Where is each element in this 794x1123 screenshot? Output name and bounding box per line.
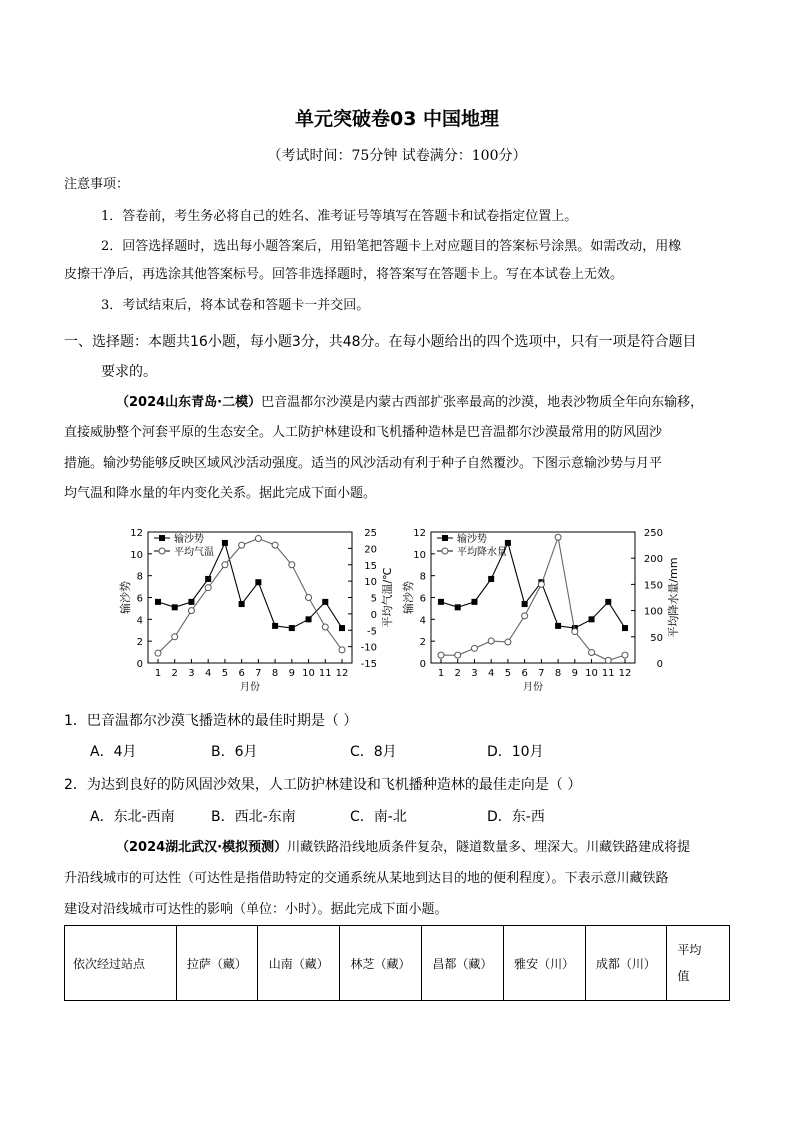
accessibility-table bbox=[64, 925, 730, 1001]
data-point-square bbox=[306, 616, 312, 622]
x-tick-label: 2 bbox=[454, 668, 461, 679]
x-tick-label: 1 bbox=[154, 668, 162, 679]
y-right-axis-label: 平均气温/℃ bbox=[381, 567, 394, 628]
y-axis-label: 输沙势 bbox=[119, 581, 132, 614]
x-tick-label: 7 bbox=[538, 668, 545, 679]
x-tick-label: 6 bbox=[521, 668, 528, 679]
y-tick-label: 0 bbox=[419, 659, 426, 670]
x-tick-label: 10 bbox=[302, 668, 315, 679]
data-point-square bbox=[455, 604, 461, 610]
x-tick-label: 8 bbox=[554, 668, 562, 679]
x-tick-label: 9 bbox=[571, 668, 579, 679]
table-cell-average: 平均 值 bbox=[667, 926, 730, 1001]
data-point-circle bbox=[455, 652, 461, 658]
data-point-square bbox=[272, 623, 278, 629]
legend-label: 平均降水量 bbox=[457, 547, 507, 558]
legend-marker-circle bbox=[159, 548, 165, 554]
x-tick-label: 6 bbox=[238, 668, 245, 679]
y-right-tick-label: 25 bbox=[364, 528, 377, 539]
x-tick-label: 3 bbox=[471, 668, 478, 679]
data-point-square bbox=[188, 599, 194, 605]
y-right-tick-label: 200 bbox=[643, 554, 663, 566]
data-point-square bbox=[222, 540, 228, 546]
q2-option-c[interactable]: C．南-北 bbox=[350, 809, 407, 825]
y-tick-label: 6 bbox=[419, 593, 426, 605]
chart-temperature bbox=[115, 518, 395, 698]
y-tick-label: 12 bbox=[413, 528, 426, 539]
passage2-line2: 升沿线城市的可达性（可达性是指借助特定的交通系统从某地到达目的地的便利程度）。下表示意川藏铁路 bbox=[64, 871, 669, 886]
q2-option-a[interactable]: A．东北-西南 bbox=[90, 809, 175, 825]
data-point-square bbox=[205, 576, 211, 582]
x-tick-label: 11 bbox=[601, 668, 615, 679]
data-point-square bbox=[239, 601, 245, 607]
data-point-circle bbox=[538, 581, 544, 587]
passage1-line2: 直接威胁整个河套平原的生态安全。人工防护林建设和飞机播种造林是巴音温都尔沙漠最常用的防风固沙 bbox=[64, 425, 663, 440]
q2-stem: 2．为达到良好的防风固沙效果，人工防护林建设和飞机播种造林的最佳走向是（ ） bbox=[64, 777, 582, 793]
x-tick-label: 10 bbox=[585, 668, 598, 679]
x-tick-label: 8 bbox=[271, 668, 279, 679]
y-right-tick-label: 20 bbox=[364, 544, 377, 556]
data-point-square bbox=[172, 604, 178, 610]
x-tick-label: 9 bbox=[288, 668, 296, 679]
legend-label: 输沙势 bbox=[457, 534, 487, 545]
data-point-circle bbox=[339, 647, 345, 653]
data-point-square bbox=[605, 599, 611, 605]
y-right-tick-label: 250 bbox=[643, 528, 663, 539]
legend-marker-square bbox=[159, 535, 165, 541]
data-point-circle bbox=[572, 629, 578, 635]
y-tick-label: 2 bbox=[419, 637, 426, 649]
passage1-line4: 均气温和降水量的年内变化关系。据此完成下面小题。 bbox=[64, 486, 377, 501]
y-tick-label: 8 bbox=[419, 571, 426, 583]
y-tick-label: 8 bbox=[136, 571, 143, 583]
data-point-square bbox=[155, 599, 161, 605]
data-point-square bbox=[339, 625, 345, 631]
table-header-row bbox=[65, 926, 730, 1001]
y-tick-label: 10 bbox=[130, 549, 143, 561]
legend-label: 输沙势 bbox=[174, 534, 204, 545]
data-point-square bbox=[522, 601, 528, 607]
data-point-circle bbox=[322, 624, 328, 630]
data-point-square bbox=[471, 599, 477, 605]
data-point-square bbox=[255, 579, 261, 585]
data-point-square bbox=[438, 599, 444, 605]
y-tick-label: 2 bbox=[136, 637, 143, 649]
data-point-circle bbox=[438, 652, 444, 658]
chart-precipitation bbox=[398, 518, 688, 698]
y-right-tick-label: 0 bbox=[370, 609, 377, 621]
notice-item-2a: 2．回答选择题时，选出每小题答案后，用铅笔把答题卡上对应题目的答案标号涂黑。如需改动，用橡 bbox=[101, 239, 682, 254]
q2-option-d[interactable]: D．东-西 bbox=[487, 809, 545, 825]
y-right-tick-label: 100 bbox=[643, 606, 663, 618]
data-point-circle bbox=[555, 534, 561, 540]
y-right-tick-label: -15 bbox=[360, 659, 377, 670]
passage1-source: （2024山东青岛·二模） bbox=[116, 395, 262, 410]
x-tick-label: 5 bbox=[221, 668, 229, 679]
y-right-tick-label: -10 bbox=[360, 642, 377, 654]
section-heading-line1: 一、选择题：本题共16小题，每小题3分，共48分。在每小题给出的四个选项中，只有一项是符合题目 bbox=[64, 334, 697, 350]
data-point-circle bbox=[622, 652, 628, 658]
x-tick-label: 12 bbox=[335, 668, 349, 679]
page-title: 单元突破卷03 中国地理 bbox=[294, 108, 500, 130]
data-point-circle bbox=[272, 542, 278, 548]
x-tick-label: 12 bbox=[618, 668, 632, 679]
legend-label: 平均气温 bbox=[174, 547, 214, 558]
data-point-circle bbox=[205, 585, 211, 591]
passage2-line3: 建设对沿线城市可达性的影响（单位：小时）。据此完成下面小题。 bbox=[64, 902, 448, 917]
y-tick-label: 4 bbox=[419, 615, 426, 627]
passage1-line3: 措施。输沙势能够反映区域风沙活动强度。适当的风沙活动有利于种子自然覆沙。下图示意输沙势与月平 bbox=[64, 456, 663, 471]
data-point-circle bbox=[172, 634, 178, 640]
y-right-tick-label: 5 bbox=[370, 593, 377, 605]
notice-item-1: 1．答卷前，考生务必将自己的姓名、准考证号等填写在答题卡和试卷指定位置上。 bbox=[101, 209, 578, 224]
x-tick-label: 3 bbox=[188, 668, 195, 679]
data-point-circle bbox=[155, 650, 161, 656]
data-point-square bbox=[589, 616, 595, 622]
passage2-line1: （2024湖北武汉·模拟预测）川藏铁路沿线地质条件复杂，隧道数量多、埋深大。川藏铁路建成将提 bbox=[116, 840, 691, 855]
table-cell: 成都（川） bbox=[585, 926, 667, 1001]
x-tick-label: 4 bbox=[487, 668, 495, 679]
table-cell: 拉萨（藏） bbox=[176, 926, 258, 1001]
data-point-circle bbox=[605, 657, 611, 663]
y-right-tick-label: 10 bbox=[364, 577, 377, 589]
legend-marker-circle bbox=[442, 548, 448, 554]
y-right-tick-label: -5 bbox=[367, 626, 377, 638]
section-heading-line2: 要求的。 bbox=[101, 364, 157, 380]
notice-item-2b: 皮擦干净后，再选涂其他答案标号。回答非选择题时，将答案写在答题卡上。写在本试卷上无效。 bbox=[64, 267, 624, 282]
data-point-circle bbox=[255, 536, 261, 542]
x-axis-label: 月份 bbox=[240, 682, 260, 693]
x-tick-label: 5 bbox=[504, 668, 512, 679]
y-right-tick-label: 0 bbox=[656, 659, 663, 670]
notice-item-3: 3．考试结束后，将本试卷和答题卡一并交回。 bbox=[101, 298, 370, 313]
q1-stem: 1．巴音温都尔沙漠飞播造林的最佳时期是（ ） bbox=[64, 713, 358, 729]
data-point-circle bbox=[222, 562, 228, 568]
q1-option-d[interactable]: D．10月 bbox=[487, 744, 544, 760]
y-tick-label: 6 bbox=[136, 593, 143, 605]
data-point-square bbox=[555, 623, 561, 629]
data-point-circle bbox=[522, 613, 528, 619]
data-point-circle bbox=[471, 645, 477, 651]
y-tick-label: 10 bbox=[413, 549, 426, 561]
passage1-line1: （2024山东青岛·二模）巴音温都尔沙漠是内蒙古西部扩张率最高的沙漠，地表沙物质全年向东输移， bbox=[116, 395, 704, 410]
data-point-circle bbox=[306, 595, 312, 601]
data-point-square bbox=[289, 625, 295, 631]
q1-option-c[interactable]: C．8月 bbox=[350, 744, 397, 760]
y-right-tick-label: 15 bbox=[364, 560, 377, 572]
table-cell: 雅安（川） bbox=[503, 926, 585, 1001]
q2-option-b[interactable]: B．西北-东南 bbox=[211, 809, 296, 825]
table-cell: 昌都（藏） bbox=[421, 926, 503, 1001]
x-axis-label: 月份 bbox=[523, 682, 543, 693]
x-tick-label: 4 bbox=[204, 668, 212, 679]
data-point-circle bbox=[488, 638, 494, 644]
data-point-square bbox=[322, 599, 328, 605]
y-tick-label: 4 bbox=[136, 615, 143, 627]
data-point-square bbox=[488, 576, 494, 582]
data-point-circle bbox=[289, 562, 295, 568]
data-point-circle bbox=[188, 608, 194, 614]
y-right-tick-label: 150 bbox=[643, 580, 663, 592]
passage2-source: （2024湖北武汉·模拟预测） bbox=[116, 840, 288, 855]
x-tick-label: 2 bbox=[171, 668, 178, 679]
data-point-square bbox=[622, 625, 628, 631]
x-tick-label: 7 bbox=[255, 668, 262, 679]
y-right-tick-label: 50 bbox=[650, 632, 663, 644]
y-tick-label: 12 bbox=[130, 528, 143, 539]
page-subtitle: （考试时间：75分钟 试卷满分：100分） bbox=[267, 148, 527, 164]
q1-option-a[interactable]: A．4月 bbox=[90, 744, 137, 760]
table-cell: 林芝（藏） bbox=[340, 926, 422, 1001]
data-point-square bbox=[505, 540, 511, 546]
x-tick-label: 1 bbox=[437, 668, 445, 679]
q1-option-b[interactable]: B．6月 bbox=[211, 744, 258, 760]
data-point-circle bbox=[239, 542, 245, 548]
y-right-axis-label: 平均降水量/mm bbox=[667, 557, 680, 638]
y-tick-label: 0 bbox=[136, 659, 143, 670]
notice-heading: 注意事项： bbox=[64, 177, 130, 192]
legend-marker-square bbox=[442, 535, 448, 541]
table-cell: 山南（藏） bbox=[258, 926, 340, 1001]
table-cell: 依次经过站点 bbox=[65, 926, 177, 1001]
data-point-circle bbox=[589, 650, 595, 656]
data-point-circle bbox=[505, 639, 511, 645]
x-tick-label: 11 bbox=[318, 668, 332, 679]
y-axis-label: 输沙势 bbox=[402, 581, 415, 614]
